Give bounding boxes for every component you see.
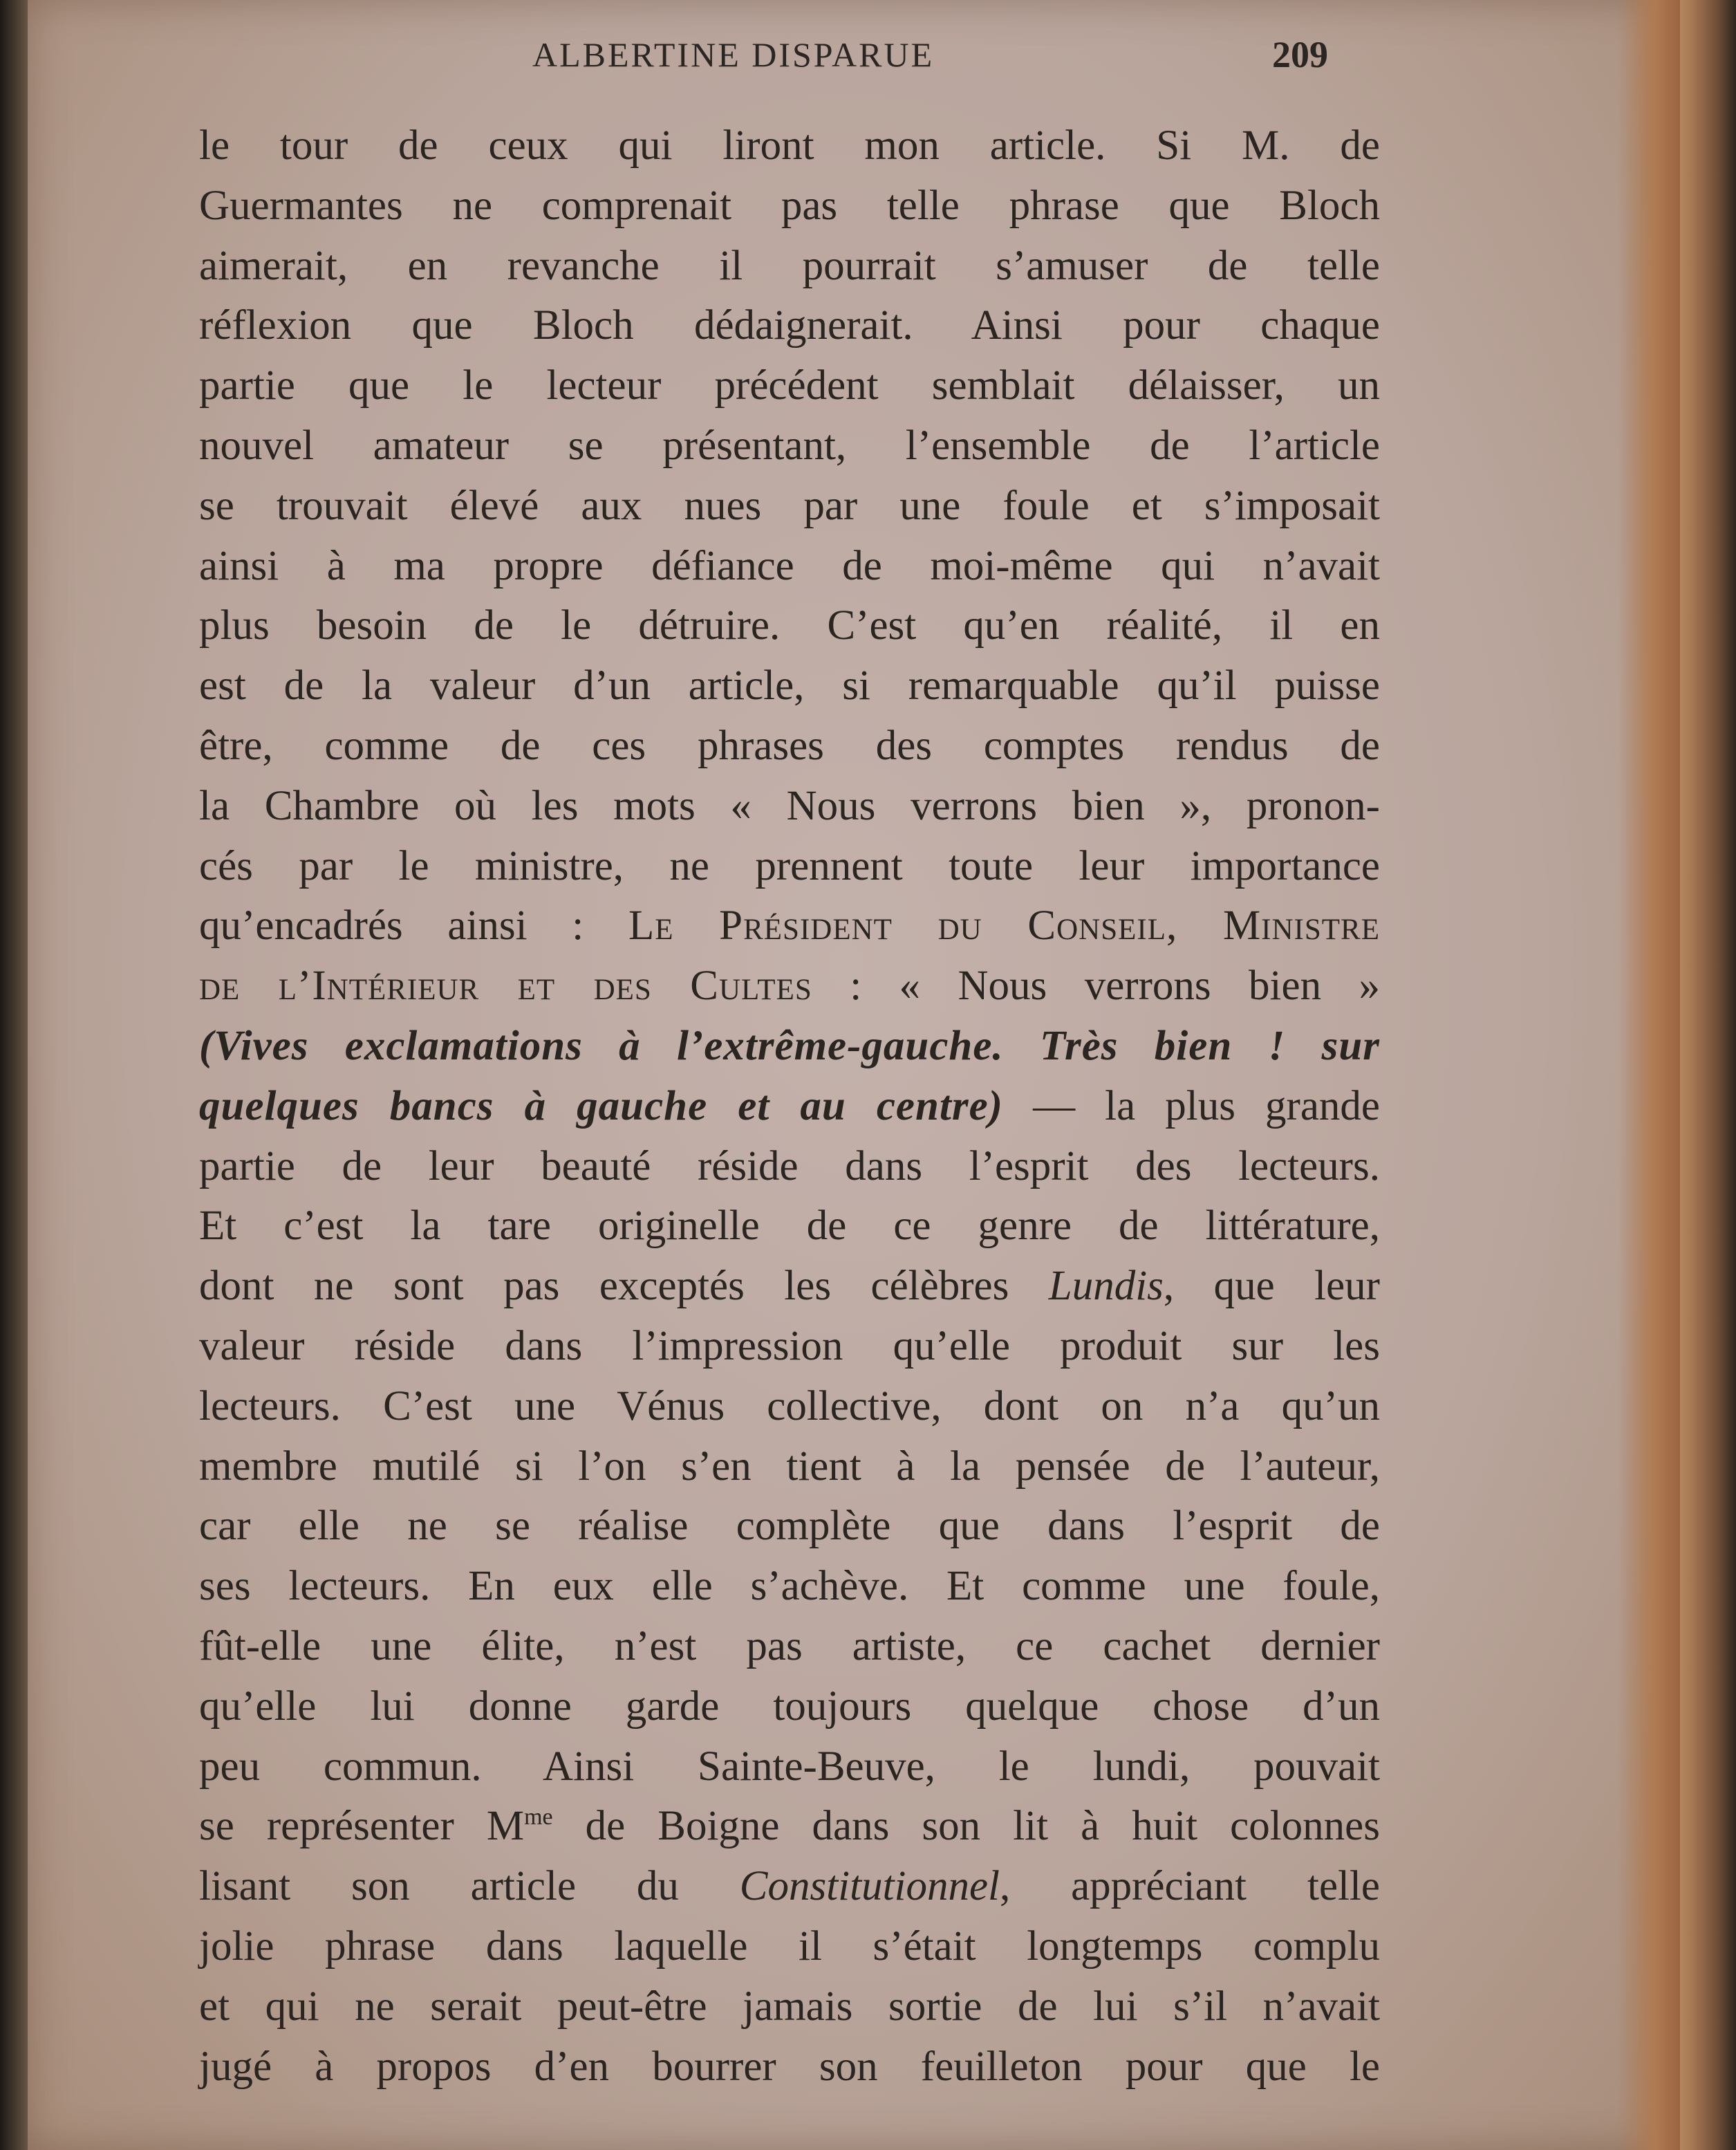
italic-run: quelques bancs à gauche et au centre) bbox=[199, 1082, 1004, 1129]
text-line: jolie phrase dans laquelle il s’était longtemps complu bbox=[199, 1922, 1380, 1970]
text-run: — la plus grande bbox=[1003, 1082, 1381, 1129]
italic-title: Constitutionnel bbox=[739, 1863, 1000, 1910]
text-line: peu commun. Ainsi Sainte-Beuve, le lundi, pouvait bbox=[199, 1743, 1380, 1790]
text-line: car elle ne se réalise complète que dans l’esprit de bbox=[199, 1503, 1380, 1550]
italic-run: (Vives exclamations à l’extrême-gauche. Très bien ! sur bbox=[199, 1022, 1380, 1069]
text-line bbox=[199, 1257, 1380, 1317]
text-run: , que leur bbox=[1163, 1263, 1380, 1310]
text-run: de Boigne dans son lit à huit colonnes bbox=[552, 1803, 1380, 1850]
text-line: cés par le ministre, ne prennent toute leur importance bbox=[199, 842, 1380, 889]
page-edge-shadow bbox=[1618, 0, 1680, 2150]
text-line: membre mutilé si l’on s’en tient à la pensée de l’auteur, bbox=[199, 1443, 1380, 1490]
text-line: partie que le lecteur précédent semblait délaisser, un bbox=[199, 362, 1380, 409]
text-line: jugé à propos d’en bourrer son feuilleton pour que le bbox=[199, 2043, 1380, 2090]
text-line: se trouvait élevé aux nues par une foule et s’imposait bbox=[199, 482, 1380, 529]
text-line bbox=[199, 956, 1380, 1017]
superscript: me bbox=[524, 1804, 553, 1831]
text-run: : « Nous verrons bien » bbox=[812, 963, 1380, 1010]
body-text bbox=[199, 116, 1380, 2097]
small-caps-run: de l’Intérieur et des Cultes bbox=[199, 963, 812, 1010]
page-number: 209 bbox=[1272, 34, 1328, 75]
text-line: la Chambre où les mots « Nous verrons bien », pronon- bbox=[199, 782, 1380, 829]
text-line: Et c’est la tare originelle de ce genre de littérature, bbox=[199, 1203, 1380, 1250]
text-line: qu’elle lui donne garde toujours quelque chose d’un bbox=[199, 1683, 1380, 1730]
running-title: ALBERTINE DISPARUE bbox=[532, 35, 935, 74]
text-line: ainsi à ma propre défiance de moi-même qui n’avait bbox=[199, 542, 1380, 589]
text-line: aimerait, en revanche il pourrait s’amuser de telle bbox=[199, 242, 1380, 289]
text-line bbox=[199, 1017, 1380, 1077]
text-line: lecteurs. C’est une Vénus collective, dont on n’a qu’un bbox=[199, 1382, 1380, 1429]
text-line: partie de leur beauté réside dans l’esprit des lecteurs. bbox=[199, 1142, 1380, 1189]
text-line bbox=[199, 1857, 1380, 1917]
text-line: est de la valeur d’un article, si remarquable qu’il puisse bbox=[199, 662, 1380, 710]
text-line bbox=[199, 1797, 1380, 1857]
text-run: se représenter M bbox=[199, 1803, 525, 1850]
text-line: Guermantes ne comprenait pas telle phrase que Bloch bbox=[199, 182, 1380, 229]
italic-title: Lundis bbox=[1048, 1263, 1164, 1310]
small-caps-run: Le Président du Conseil, Ministre bbox=[628, 902, 1380, 949]
text-run: lisant son article du bbox=[199, 1863, 740, 1910]
text-line: valeur réside dans l’impression qu’elle produit sur les bbox=[199, 1322, 1380, 1369]
text-line: ses lecteurs. En eux elle s’achève. Et comme une foule, bbox=[199, 1563, 1380, 1610]
text-line: être, comme de ces phrases des comptes rendus de bbox=[199, 722, 1380, 769]
text-line: le tour de ceux qui liront mon article. Si M. de bbox=[199, 122, 1380, 169]
text-run: , appréciant telle bbox=[999, 1863, 1380, 1910]
text-line: et qui ne serait peut-être jamais sortie de lui s’il n’avait bbox=[199, 1983, 1380, 2030]
text-line bbox=[199, 896, 1380, 956]
text-line: plus besoin de le détruire. C’est qu’en réalité, il en bbox=[199, 602, 1380, 649]
text-line: réflexion que Bloch dédaignerait. Ainsi pour chaque bbox=[199, 302, 1380, 349]
text-line: nouvel amateur se présentant, l’ensemble de l’article bbox=[199, 422, 1380, 469]
text-line bbox=[199, 1077, 1380, 1137]
text-run: dont ne sont pas exceptés les célèbres bbox=[199, 1263, 1049, 1310]
text-run: qu’encadrés ainsi : bbox=[199, 902, 628, 949]
text-line: fût-elle une élite, n’est pas artiste, ce cachet dernier bbox=[199, 1622, 1380, 1669]
